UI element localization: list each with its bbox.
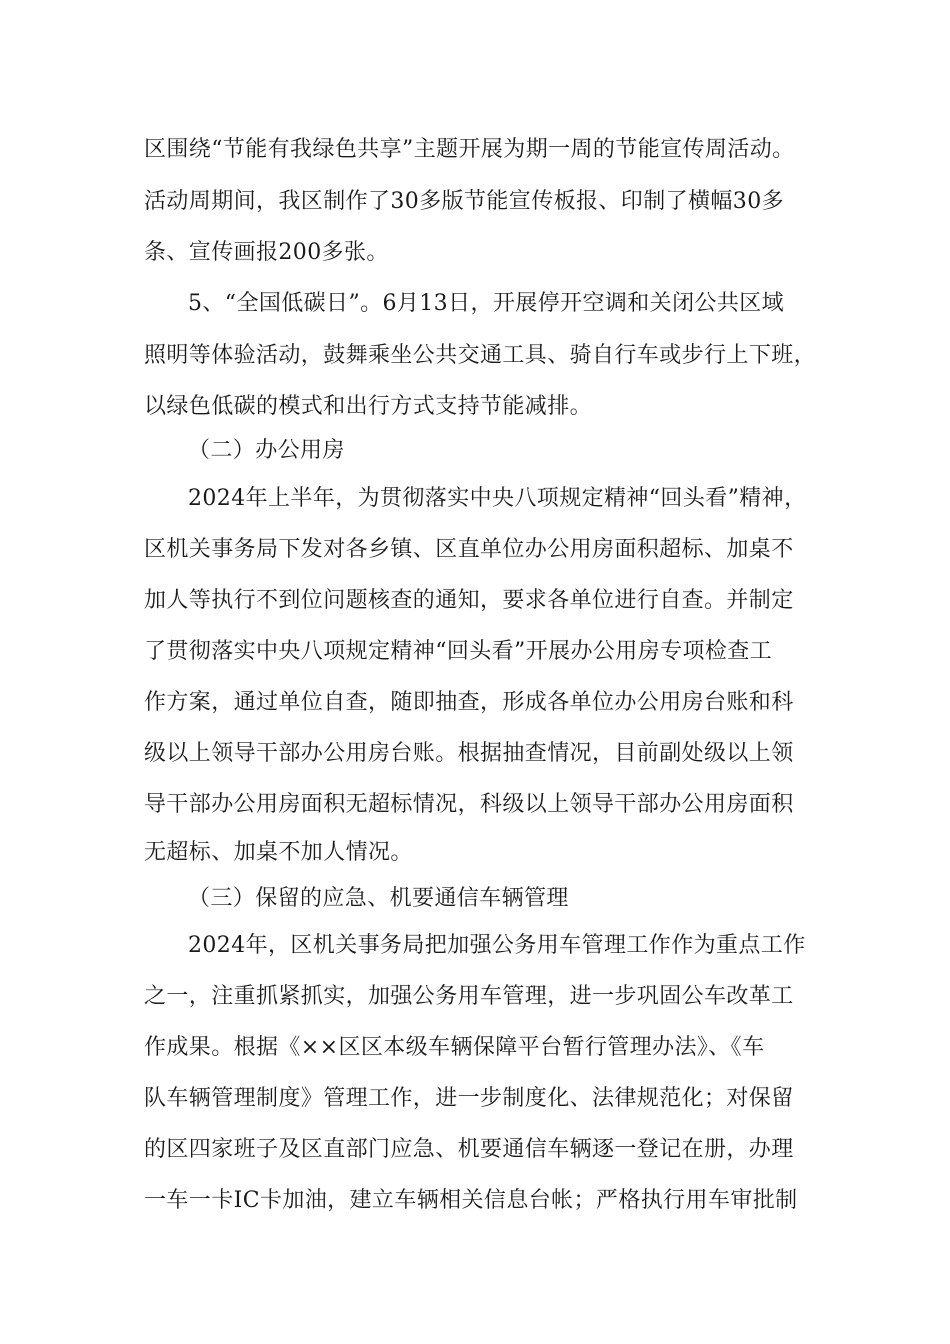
text-line: 作成果。根据《××区区本级车辆保障平台暂行管理办法》、《车 [144,1035,765,1060]
section-heading-vehicles: （三）保留的应急、机要通信车辆管理 [188,886,569,911]
text-line: 照明等体验活动，鼓舞乘坐公共交通工具、骑自行车或步行上下班， [144,343,817,368]
text-line: 了贯彻落实中央八项规定精神“回头看”开展办公用房专项检查工 [144,639,773,664]
text-line: 以绿色低碳的模式和出行方式支持节能减排。 [144,394,593,419]
text-line: 区围绕“节能有我绿色共享”主题开展为期一周的节能宣传周活动。 [144,137,795,162]
section-heading-office: （二）办公用房 [188,438,345,463]
text-line: 无超标、加桌不加人情况。 [144,840,413,865]
text-line: 队车辆管理制度》管理工作，进一步制度化、法律规范化；对保留 [144,1086,794,1111]
text-line: 加人等执行不到位问题核查的通知，要求各单位进行自查。并制定 [144,588,794,613]
text-line: 一车一卡IC卡加油，建立车辆相关信息台帐；严格执行用车审批制 [144,1188,798,1213]
text-line: 的区四家班子及区直部门应急、机要通信车辆逐一登记在册，办理 [144,1137,794,1162]
section-item-heading: 5、“全国低碳日”。6月13日，开展停开空调和关闭公共区域 [188,291,785,316]
text-line: 之一，注重抓紧抓实，加强公务用车管理，进一步巩固公车改革工 [144,984,794,1009]
text-line: 区机关事务局下发对各乡镇、区直单位办公用房面积超标、加桌不 [144,537,794,562]
text-line: 导干部办公用房面积无超标情况，科级以上领导干部办公用房面积 [144,792,794,817]
paragraph-start: 2024年，区机关事务局把加强公务用车管理工作作为重点工作 [188,933,806,958]
text-line: 级以上领导干部办公用房台账。根据抽查情况，目前副处级以上领 [144,741,794,766]
text-line: 活动周期间，我区制作了30多版节能宣传板报、印制了横幅30多 [144,189,784,214]
paragraph-start: 2024年上半年，为贯彻落实中央八项规定精神“回头看”精神， [188,486,807,511]
text-line: 作方案，通过单位自查，随即抽查，形成各单位办公用房台账和科 [144,690,794,715]
text-line: 条、宣传画报200多张。 [144,240,389,265]
